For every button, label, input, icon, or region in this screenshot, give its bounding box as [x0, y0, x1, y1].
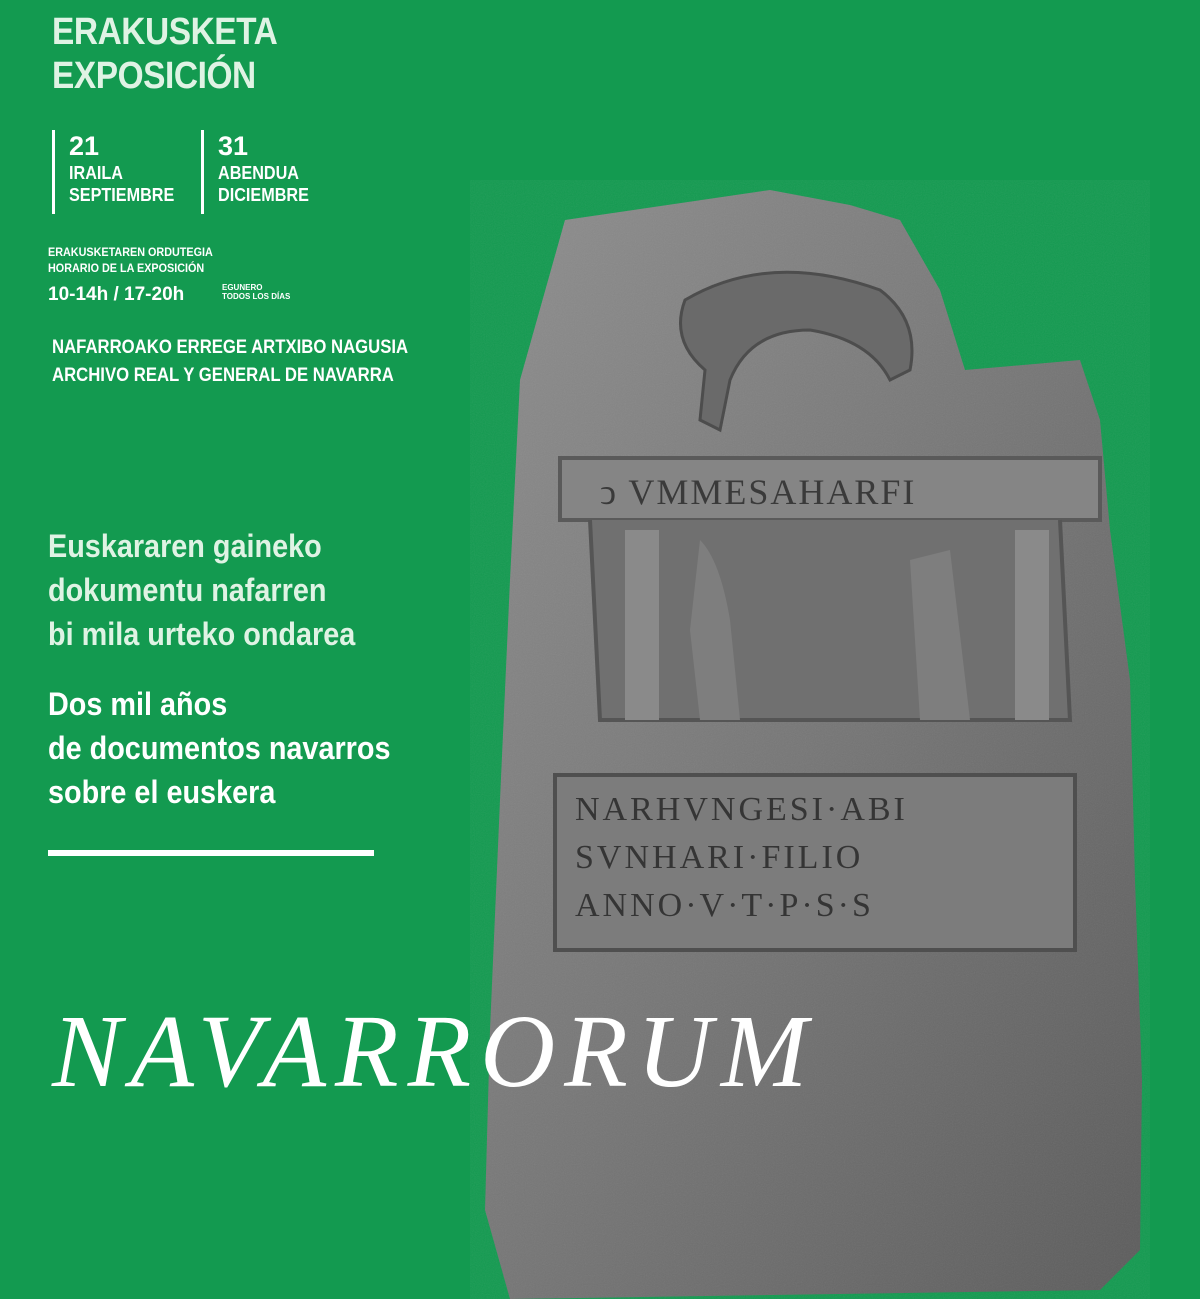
schedule-label-eu: ERAKUSKETAREN ORDUTEGIA: [48, 245, 213, 259]
exhibition-heading: [52, 10, 308, 98]
opening-hours: 10-14h / 17-20h: [48, 284, 185, 305]
start-month-es: SEPTIEMBRE: [69, 185, 175, 205]
daily-eu: EGUNERO: [222, 283, 263, 292]
end-date: [201, 130, 319, 214]
subtitle-eu-line: Euskararen gaineko: [48, 528, 322, 564]
end-month-eu: ABENDUA: [218, 163, 299, 183]
column-left: [625, 530, 659, 720]
end-month-es: DICIEMBRE: [218, 185, 309, 205]
subtitle-eu-line: bi mila urteko ondarea: [48, 616, 356, 652]
title-basque: ERAKUSKETA: [52, 11, 278, 53]
daily-es: TODOS LOS DÍAS: [222, 292, 291, 301]
schedule-label-es: HORARIO DE LA EXPOSICIÓN: [48, 261, 205, 275]
inscription-line: NARHVNGESI·ABI: [575, 791, 908, 828]
schedule-label: [48, 244, 213, 276]
subtitle-es-line: sobre el euskera: [48, 774, 276, 810]
upper-inscription: ↄ VMMESAHARFI: [600, 472, 917, 512]
subtitle-es-line: de documentos navarros: [48, 730, 391, 766]
venue: [52, 334, 408, 390]
inscription-line: SVNHARI·FILIO: [575, 839, 864, 876]
title-spanish: EXPOSICIÓN: [52, 55, 256, 97]
subtitle-es-line: Dos mil años: [48, 686, 228, 722]
main-title: NAVARRORUM: [52, 994, 817, 1109]
subtitle-basque: [48, 524, 355, 656]
subtitle-spanish: [48, 682, 390, 814]
column-right: [1015, 530, 1049, 720]
divider-line: [48, 850, 374, 856]
daily-note: [222, 283, 290, 301]
subtitle-eu-line: dokumentu nafarren: [48, 572, 327, 608]
niche: [590, 520, 1070, 720]
venue-eu: NAFARROAKO ERREGE ARTXIBO NAGUSIA: [52, 337, 409, 358]
inscription-line: ANNO·V·T·P·S·S: [575, 887, 874, 924]
start-day: 21: [69, 131, 100, 161]
roman-stele-image: [470, 180, 1150, 1299]
start-month-eu: IRAILA: [69, 163, 123, 183]
start-date: [52, 130, 186, 214]
end-day: 31: [218, 131, 249, 161]
venue-es: ARCHIVO REAL Y GENERAL DE NAVARRA: [52, 365, 394, 386]
